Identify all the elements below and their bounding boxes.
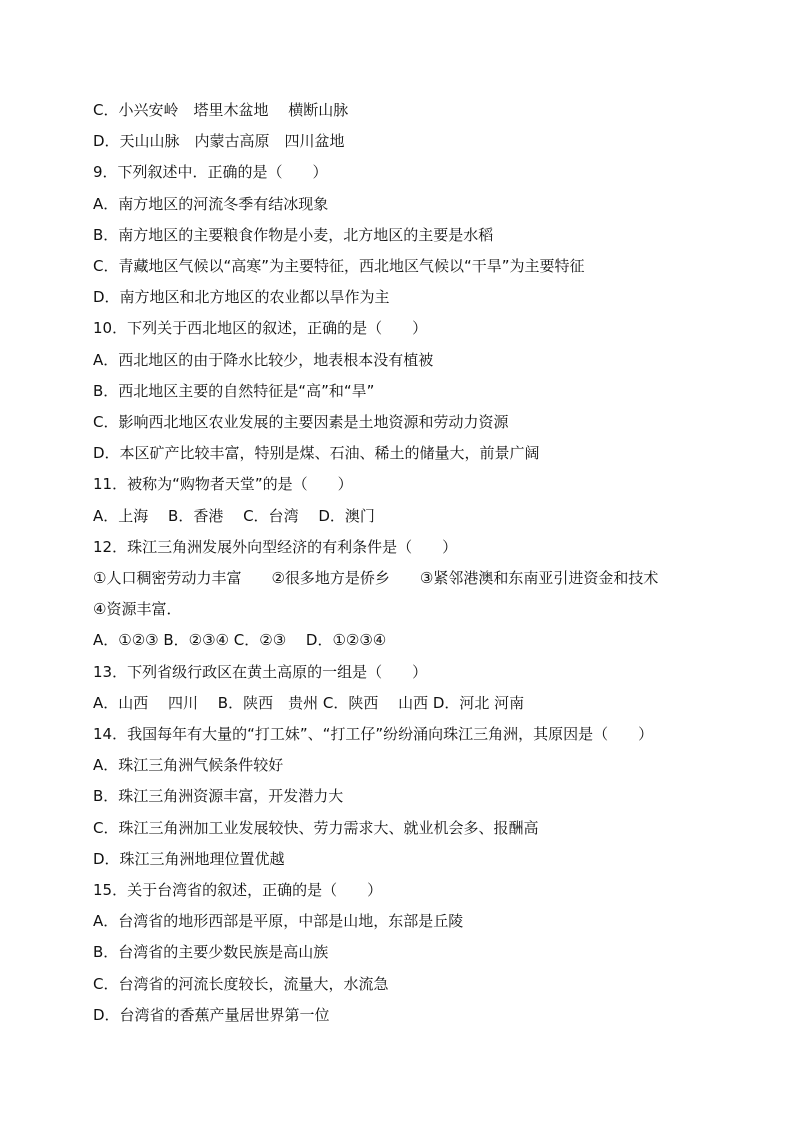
option-c-q14: C．珠江三角洲加工业发展较快、劳力需求大、就业机会多、报酬高 (93, 819, 539, 837)
option-c-q9: C．青藏地区气候以“高寒”为主要特征，西北地区气候以“干旱”为主要特征 (93, 257, 585, 275)
option-d-q14: D．珠江三角洲地理位置优越 (93, 850, 285, 868)
question-15: 15．关于台湾省的叙述，正确的是（ ） (93, 881, 383, 899)
option-a-q10: A．西北地区的由于降水比较少，地表根本没有植被 (93, 351, 434, 369)
question-10: 10．下列关于西北地区的叙述，正确的是（ ） (93, 319, 428, 337)
option-b-q10: B．西北地区主要的自然特征是“高”和“旱” (93, 382, 375, 400)
question-13: 13．下列省级行政区在黄土高原的一组是（ ） (93, 663, 428, 681)
option-a-q9: A．南方地区的河流冬季有结冰现象 (93, 195, 329, 213)
option-d-q8: D．天山山脉 内蒙古高原 四川盆地 (93, 132, 345, 150)
options-q11: A．上海 B．香港 C．台湾 D．澳门 (93, 507, 375, 525)
options-q12: A．①②③ B．②③④ C．②③ D．①②③④ (93, 631, 387, 649)
question-14: 14．我国每年有大量的“打工妹”、“打工仔”纷纷涌向珠江三角洲，其原因是（ ） (93, 725, 654, 743)
option-c-q8: C．小兴安岭 塔里木盆地 横断山脉 (93, 101, 349, 119)
option-d-q9: D．南方地区和北方地区的农业都以旱作为主 (93, 288, 390, 306)
option-c-q10: C．影响西北地区农业发展的主要因素是土地资源和劳动力资源 (93, 413, 509, 431)
question-12: 12．珠江三角洲发展外向型经济的有利条件是（ ） (93, 538, 458, 556)
option-b-q14: B．珠江三角洲资源丰富，开发潜力大 (93, 787, 344, 805)
question-9: 9．下列叙述中．正确的是（ ） (93, 163, 328, 181)
condition-4-q12: ④资源丰富． (93, 600, 182, 618)
option-a-q15: A．台湾省的地形西部是平原，中部是山地，东部是丘陵 (93, 912, 464, 930)
option-d-q10: D．本区矿产比较丰富，特别是煤、石油、稀土的储量大，前景广阔 (93, 444, 540, 462)
option-a-q14: A．珠江三角洲气候条件较好 (93, 756, 284, 774)
option-b-q9: B．南方地区的主要粮食作物是小麦，北方地区的主要是水稻 (93, 226, 494, 244)
question-11: 11．被称为“购物者天堂”的是（ ） (93, 475, 353, 493)
options-q13: A．山西 四川 B．陕西 贵州 C．陕西 山西 D．河北 河南 (93, 694, 525, 712)
option-b-q15: B．台湾省的主要少数民族是高山族 (93, 943, 329, 961)
option-d-q15: D．台湾省的香蕉产量居世界第一位 (93, 1006, 330, 1024)
option-c-q15: C．台湾省的河流长度较长，流量大，水流急 (93, 975, 389, 993)
conditions-q12: ①人口稠密劳动力丰富 ②很多地方是侨乡 ③紧邻港澳和东南亚引进资金和技术 (93, 569, 659, 587)
